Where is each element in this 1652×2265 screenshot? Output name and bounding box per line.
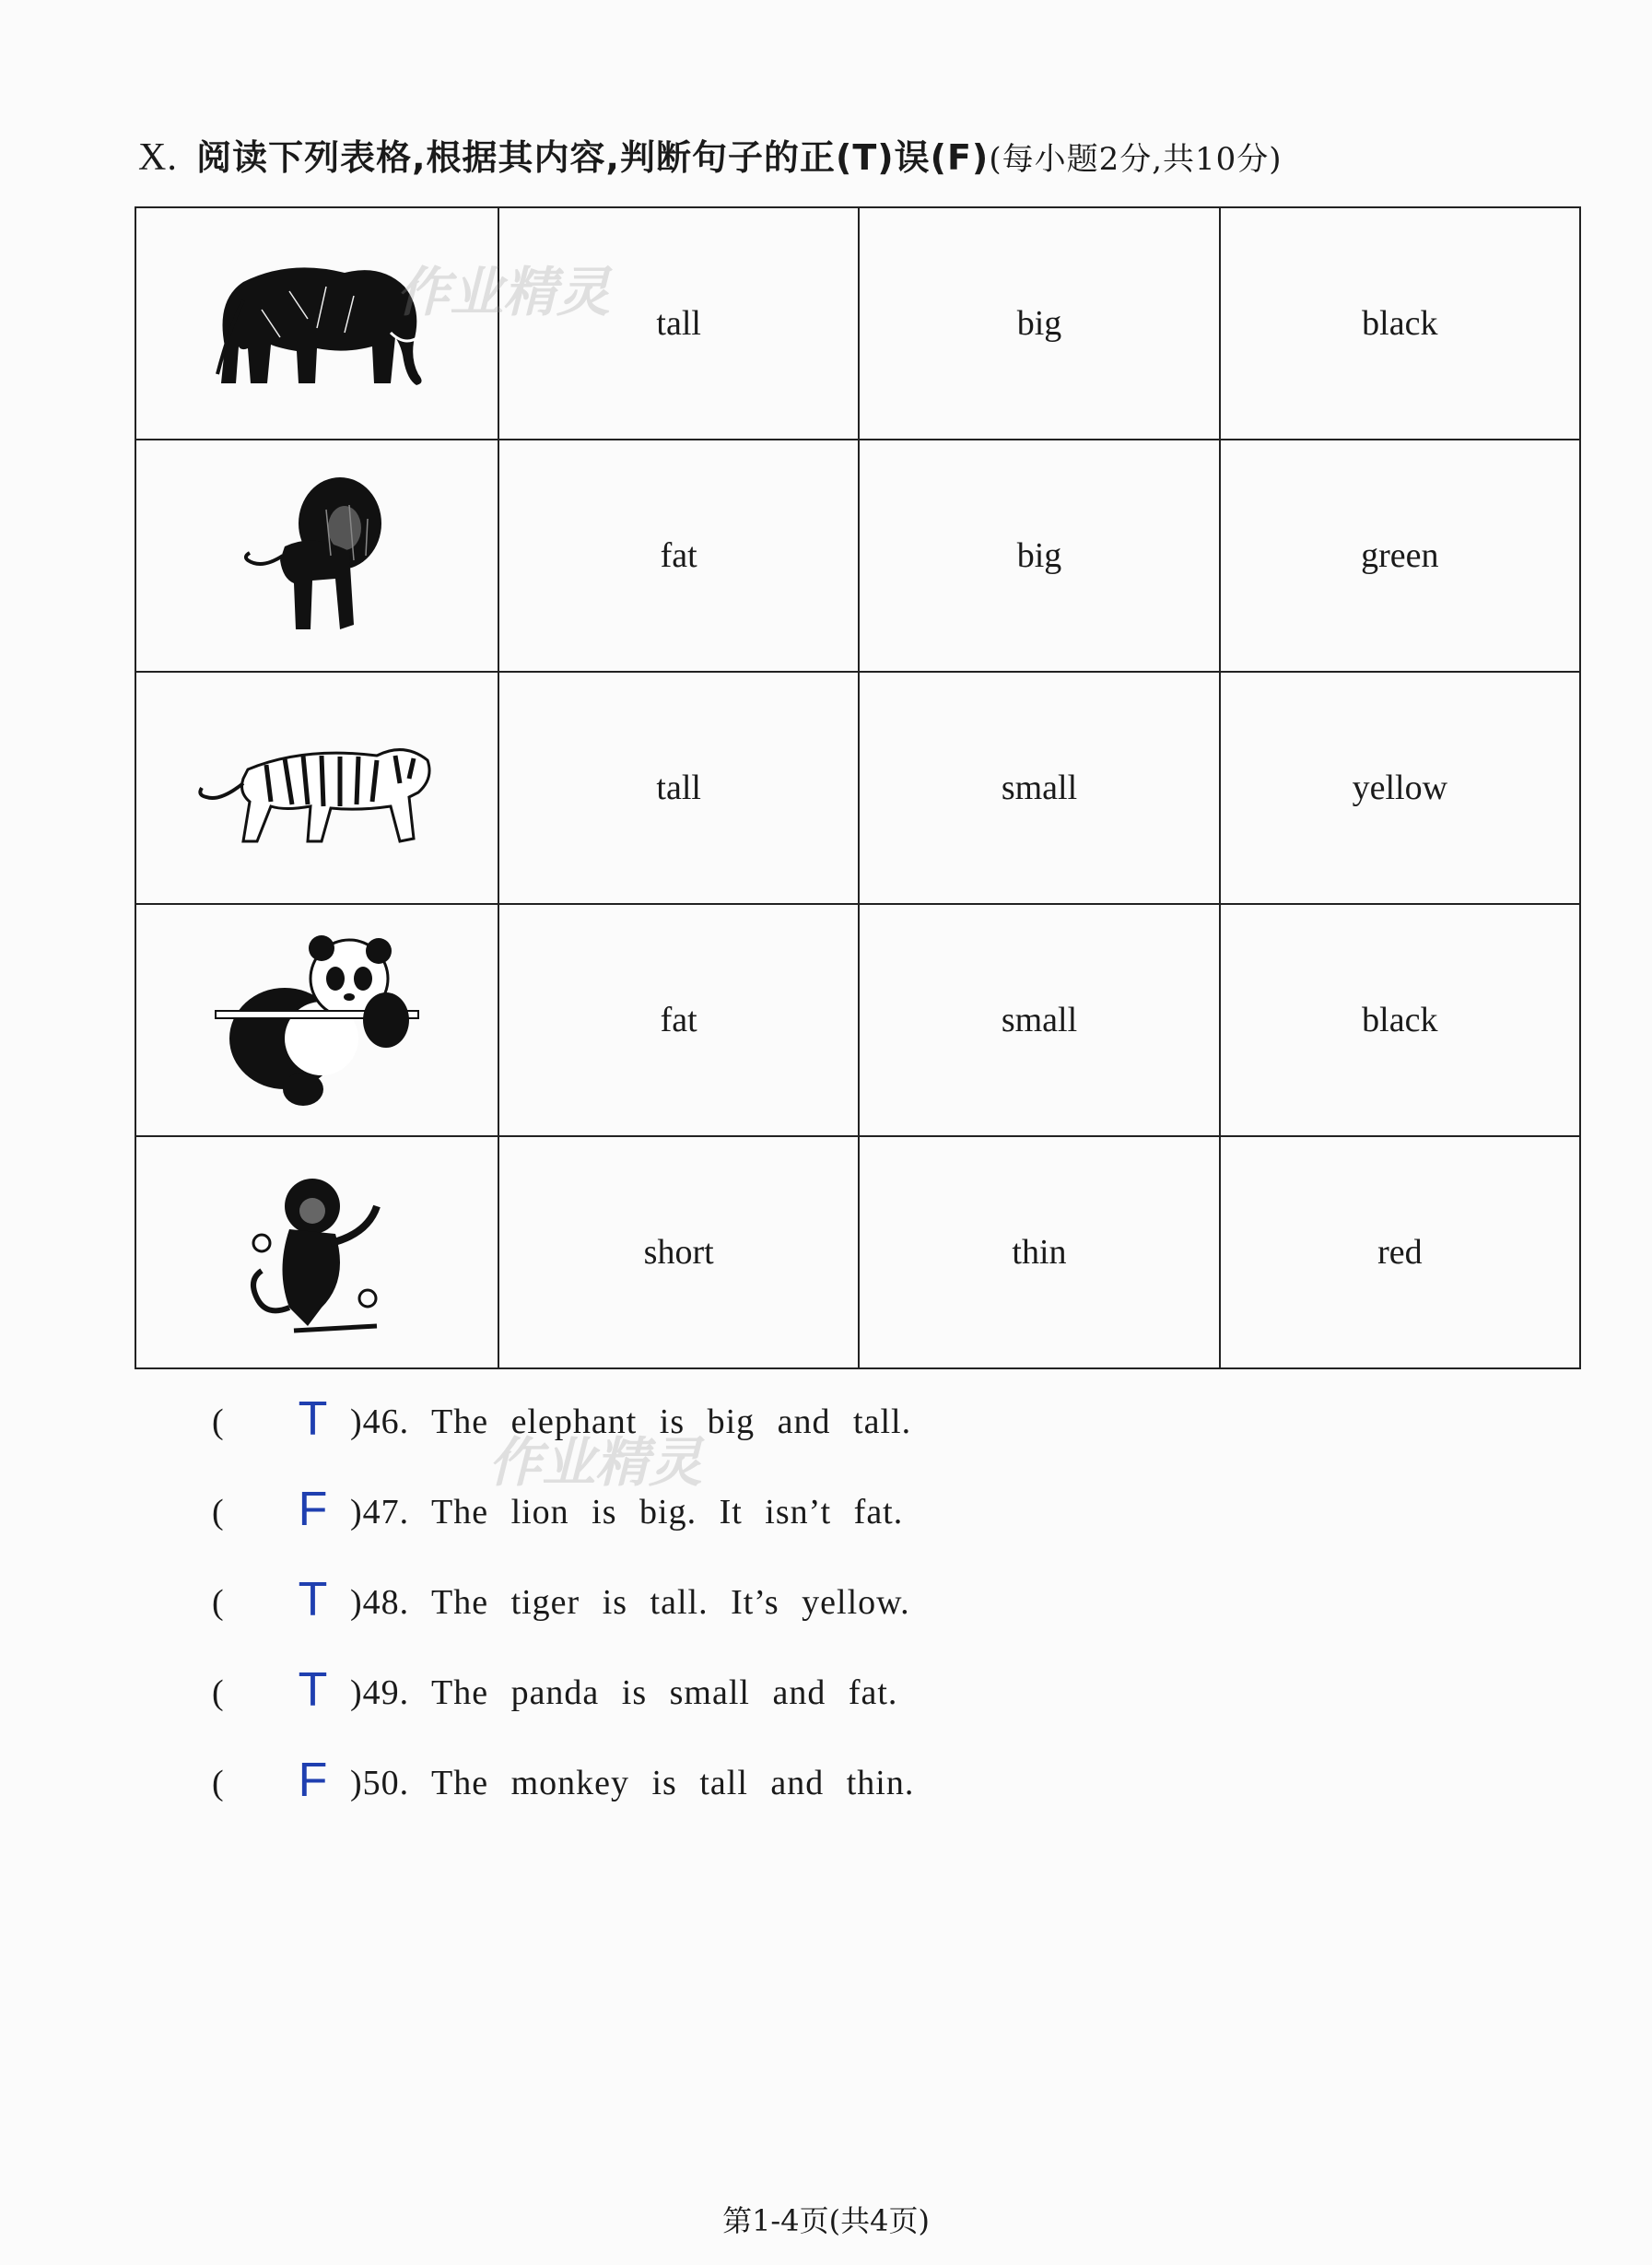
question-number: 50.	[362, 1764, 410, 1802]
color-cell: black	[1220, 207, 1580, 440]
question-number: 49.	[362, 1673, 410, 1712]
animal-picture-cell	[135, 904, 498, 1136]
question-number: 46.	[362, 1402, 410, 1441]
close-paren: )	[350, 1402, 363, 1441]
answer-mark: T	[298, 1573, 329, 1626]
question-text: The monkey is tall and thin.	[430, 1764, 915, 1802]
question-text: The elephant is big and tall.	[430, 1402, 912, 1441]
close-paren: )	[350, 1764, 363, 1802]
question-number: 47.	[362, 1493, 410, 1532]
question-49	[212, 1661, 897, 1716]
table-row	[135, 672, 1580, 904]
panda-icon	[211, 928, 423, 1112]
question-text: The tiger is tall. It’s yellow.	[430, 1583, 910, 1622]
table-row	[135, 207, 1580, 440]
size-cell: big	[859, 440, 1219, 672]
watermark: 作业精灵	[488, 1431, 703, 1494]
question-text: The panda is small and fat.	[430, 1673, 898, 1712]
size-cell: small	[859, 672, 1219, 904]
answer-mark: T	[298, 1392, 329, 1446]
question-text: The lion is big. It isn’t fat.	[430, 1493, 904, 1532]
animal-picture-cell	[135, 672, 498, 904]
question-48	[212, 1570, 910, 1625]
size-cell: short	[498, 1136, 859, 1368]
section-number: X.	[138, 136, 178, 179]
question-number: 48.	[362, 1583, 410, 1622]
size-cell: big	[859, 207, 1219, 440]
open-paren: (	[212, 1673, 225, 1712]
open-paren: (	[212, 1583, 225, 1622]
answer-mark: F	[298, 1483, 329, 1536]
answer-mark: T	[298, 1663, 329, 1717]
section-instruction: 阅读下列表格,根据其内容,判断句子的正(T)误(F)	[196, 137, 990, 178]
close-paren: )	[350, 1493, 363, 1532]
table-row	[135, 904, 1580, 1136]
watermark: 作业精灵	[396, 261, 611, 323]
tiger-icon	[193, 723, 441, 852]
color-cell: green	[1220, 440, 1580, 672]
question-50	[212, 1751, 914, 1806]
table-row	[135, 1136, 1580, 1368]
section-score-note: (每小题2分,共10分)	[989, 141, 1283, 178]
color-cell: black	[1220, 904, 1580, 1136]
size-cell: thin	[859, 1136, 1219, 1368]
size-cell: tall	[498, 672, 859, 904]
open-paren: (	[212, 1402, 225, 1441]
animal-picture-cell	[135, 1136, 498, 1368]
size-cell: fat	[498, 904, 859, 1136]
elephant-icon	[206, 245, 428, 402]
close-paren: )	[350, 1583, 363, 1622]
answer-mark: F	[298, 1754, 329, 1807]
animal-table	[135, 206, 1581, 1369]
size-cell: small	[859, 904, 1219, 1136]
lion-icon	[239, 468, 395, 643]
table-row	[135, 440, 1580, 672]
color-cell: yellow	[1220, 672, 1580, 904]
section-title	[138, 129, 1283, 180]
animal-picture-cell	[135, 440, 498, 672]
monkey-icon	[239, 1169, 395, 1335]
page-footer: 第1-4页(共4页)	[722, 2203, 930, 2238]
color-cell: red	[1220, 1136, 1580, 1368]
size-cell: fat	[498, 440, 859, 672]
open-paren: (	[212, 1764, 225, 1802]
size-cell: tall	[498, 207, 859, 440]
close-paren: )	[350, 1673, 363, 1712]
open-paren: (	[212, 1493, 225, 1532]
